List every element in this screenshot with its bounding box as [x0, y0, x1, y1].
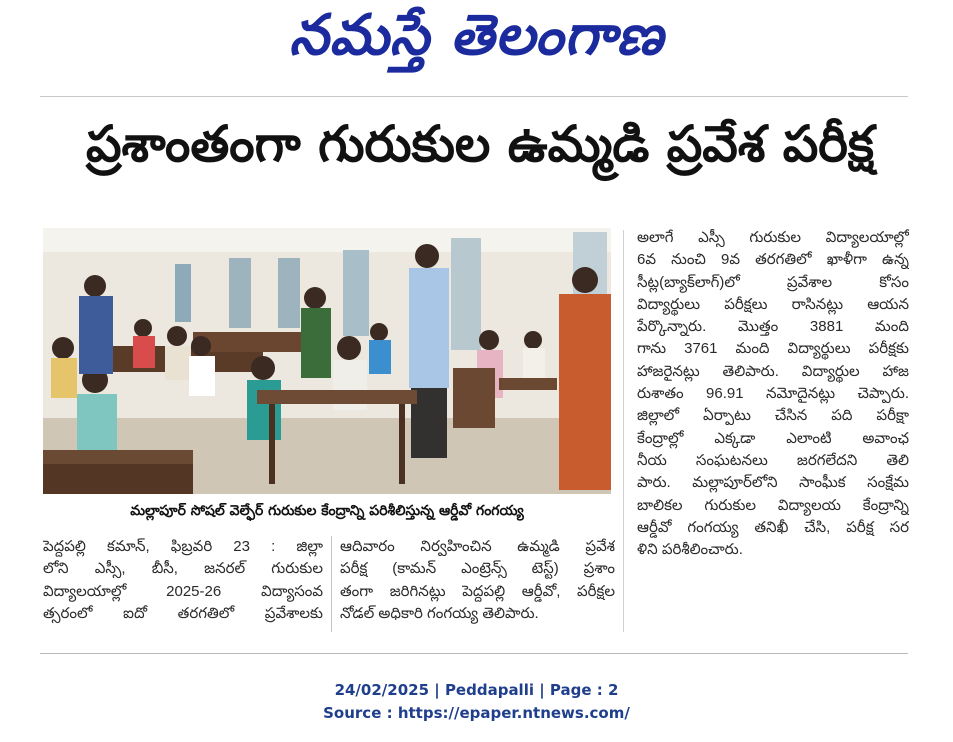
text-line: విద్యాలయాల్లో 2025-26 విద్యాసంవ — [43, 582, 323, 600]
text-line: పరీక్ష (కామన్ ఎంట్రెన్స్ టెస్ట్) ప్రశాం — [340, 560, 615, 578]
text-line: గాను 3761 మంది విద్యార్థులు పరీక్షకు — [637, 340, 909, 358]
article-photo — [43, 228, 611, 494]
text-line: హాజరైనట్లు తెలిపారు. విద్యార్థుల హాజ — [637, 362, 909, 380]
text-line: నోడల్ అధికారి గంగయ్య తెలిపారు. — [340, 604, 539, 622]
text-line: బాలికల గురుకుల విద్యాలయ కేంద్రాన్ని — [637, 496, 909, 514]
text-line: విద్యార్థులు పరీక్షలు రాసినట్లు ఆయన — [637, 295, 909, 313]
article-headline: ప్రశాంతంగా గురుకుల ఉమ్మడి ప్రవేశ పరీక్ష — [85, 115, 875, 173]
text-line: పేర్కొన్నారు. మొత్తం 3881 మంది — [637, 318, 909, 336]
text-line: సీట్ల(బ్యాక్‌లాగ్)లో ప్రవేశాల కోసం — [637, 273, 909, 291]
text-line: నీయ సంఘటనలు జరగలేదని తెలి — [637, 451, 909, 469]
text-line: అలాగే ఎస్సీ గురుకుల విద్యాలయాల్లో — [637, 229, 909, 246]
text-line: పెద్దపల్లి కమాన్, ఫిబ్రవరి 23 : జిల్లా — [43, 538, 323, 555]
text-line: రుశాతం 96.91 నమోదైనట్లు చెప్పారు. — [637, 385, 909, 403]
text-line: కేంద్రాల్లో ఎక్కడా ఎలాంటి అవాంఛ — [637, 429, 909, 447]
text-line: లోని ఎస్సీ, బీసీ, జనరల్ గురుకుల — [43, 560, 323, 578]
column-divider — [331, 536, 332, 632]
column-divider-right — [623, 230, 624, 632]
article-middle-column — [340, 536, 615, 625]
newspaper-masthead: నమస్తే తెలంగాణ — [289, 3, 664, 68]
text-line: జిల్లాలో ఏర్పాటు చేసిన పది పరీక్షా — [637, 407, 909, 425]
photo-caption: మల్లాపూర్ సోషల్ వెల్ఫేర్ గురుకుల కేంద్రాన్ని పరిశీలిస్తున్న ఆర్డీవో గంగయ్య — [130, 503, 524, 519]
article-right-column — [637, 227, 909, 561]
article-left-column — [43, 536, 323, 625]
text-line: ఆర్డీవో గంగయ్య తనిఖీ చేసి, పరీక్ష సర — [637, 518, 909, 536]
text-line: త్సరంలో ఐదో తరగతిలో ప్రవేశాలకు — [43, 604, 323, 622]
text-line: ళిని పరిశీలించారు. — [637, 541, 743, 559]
masthead-divider — [40, 96, 908, 97]
footer-divider — [40, 653, 908, 654]
edition-info: 24/02/2025 | Peddapalli | Page : 2 — [334, 681, 619, 699]
text-line: ఆదివారం నిర్వహించిన ఉమ్మడి ప్రవేశ — [340, 538, 615, 555]
text-line: 6వ నుంచి 9వ తరగతిలో ఖాళీగా ఉన్న — [637, 251, 909, 269]
source-link[interactable]: Source : https://epaper.ntnews.com/ — [323, 704, 630, 722]
text-line: తంగా జరిగినట్లు పెద్దపల్లి ఆర్డీవో, పరీక్షల — [340, 582, 615, 600]
text-line: పారు. మల్లాపూర్‌లోని సాంఘీక సంక్షేమ — [637, 474, 909, 492]
